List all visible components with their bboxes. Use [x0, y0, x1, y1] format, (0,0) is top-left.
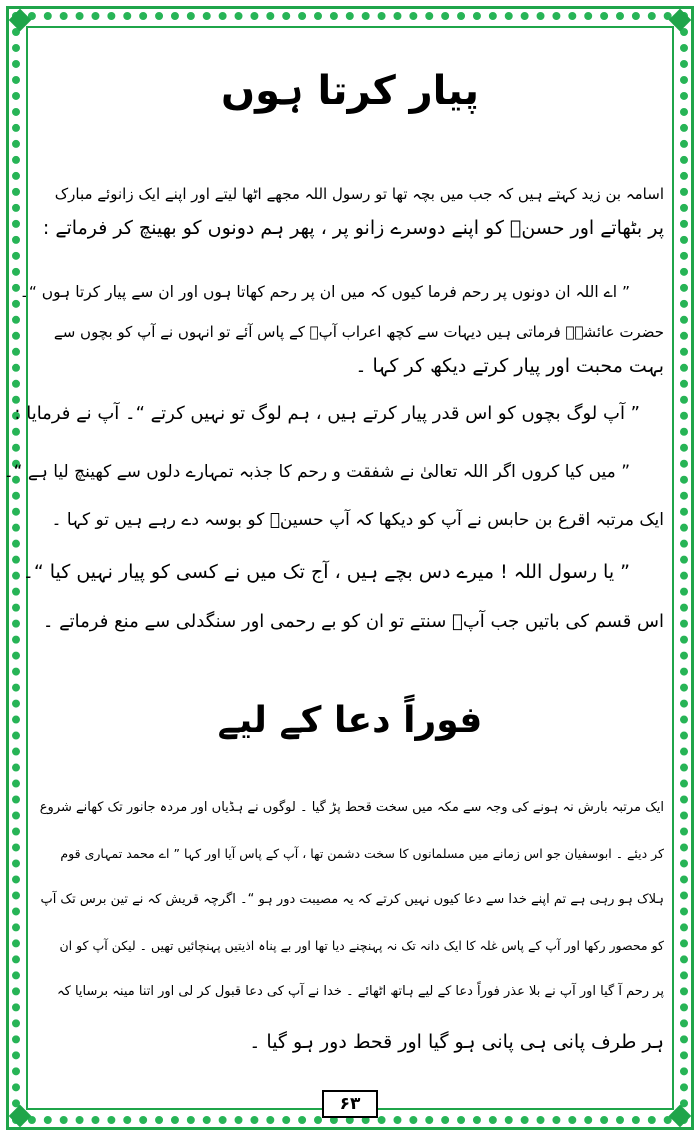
quote-line: ” اے اللہ ان دونوں پر رحم فرما کیوں کہ میں ان پر رحم کھاتا ہوں اور ان سے پیار کرتا ہوں “۔ — [19, 283, 630, 301]
paragraph-line: اس قسم کی باتیں جب آپؐ سنتے تو ان کو بے رحمی اور سنگدلی سے منع فرماتے ۔ — [42, 611, 664, 632]
paragraph-line: پر رحم آ گیا اور آپ نے بلا عذر فوراً دعا کے لیے ہاتھ اٹھائے ۔ خدا نے آپ کی دعا قبول کر لی اور اتنا مینہ برسایا کہ — [57, 984, 664, 999]
paragraph-line: کر دیئے ۔ ابوسفیان جو اس زمانے میں مسلمانوں کا سخت دشمن تھا ، آپ کے پاس آیا اور کہا ” اے محمد تمہاری قوم — [60, 846, 664, 861]
page-number: ۶۳ — [322, 1090, 378, 1118]
paragraph-line: ایک مرتبہ اقرع بن حابس نے آپ کو دیکھا کہ آپ حسینؓ کو بوسہ دے رہے ہیں تو کہا ۔ — [51, 510, 664, 530]
quote-line: ” میں کیا کروں اگر اللہ تعالیٰ نے شفقت و رحم کا جذبہ تمہارے دلوں سے کھینچ لیا ہے “۔ — [3, 462, 630, 482]
paragraph-line: حضرت عائشہؓ فرماتی ہیں دیہات سے کچھ اعراب آپؐ کے پاس آئے تو انہوں نے آپ کو بچوں سے — [53, 323, 664, 341]
paragraph-line: ہلاک ہو رہی ہے تم اپنے خدا سے دعا کیوں نہیں کرتے کہ یہ مصیبت دور ہو “۔ اگرچہ قریش کہ نے تین برس تک آپ — [40, 892, 664, 907]
quote-line: ” یا رسول اللہ ! میرے دس بچے ہیں ، آج تک میں نے کسی کو پیار نہیں کیا “۔ — [22, 561, 630, 583]
paragraph-line: کو محصور رکھا اور آپ کے پاس غلہ کا ایک دانہ تک نہ پہنچنے دیا تھا اور بے پناہ اذیتیں پہنچائیں تھیں ۔ لیکن آپ کو ان — [59, 938, 664, 953]
quote-line: ” آپ لوگ بچوں کو اس قدر پیار کرتے ہیں ، ہم لوگ تو نہیں کرتے “۔ آپ نے فرمایا : — [14, 403, 640, 424]
paragraph-line: پر بٹھاتے اور حسنؓ کو اپنے دوسرے زانو پر ، پھر ہم دونوں کو بھینچ کر فرماتے : — [42, 217, 664, 239]
paragraph-line: بہت محبت اور پیار کرتے دیکھ کر کہا ۔ — [355, 355, 664, 377]
section-title-dua: فوراً دعا کے لیے — [217, 700, 483, 741]
paragraph-line: ہر طرف پانی ہی پانی ہو گیا اور قحط دور ہو گیا ۔ — [249, 1031, 664, 1053]
paragraph-line: ایک مرتبہ بارش نہ ہونے کی وجہ سے مکہ میں سخت قحط پڑ گیا ۔ لوگوں نے ہڈیاں اور مردہ جانور تک کھانے شروع — [39, 800, 664, 815]
paragraph-line: اسامہ بن زید کہتے ہیں کہ جب میں بچہ تھا تو رسول اللہ مجھے اٹھا لیتے اور اپنے ایک زانوئے مبارک — [54, 185, 664, 203]
section-title-pyar: پیار کرتا ہوں — [220, 68, 480, 114]
